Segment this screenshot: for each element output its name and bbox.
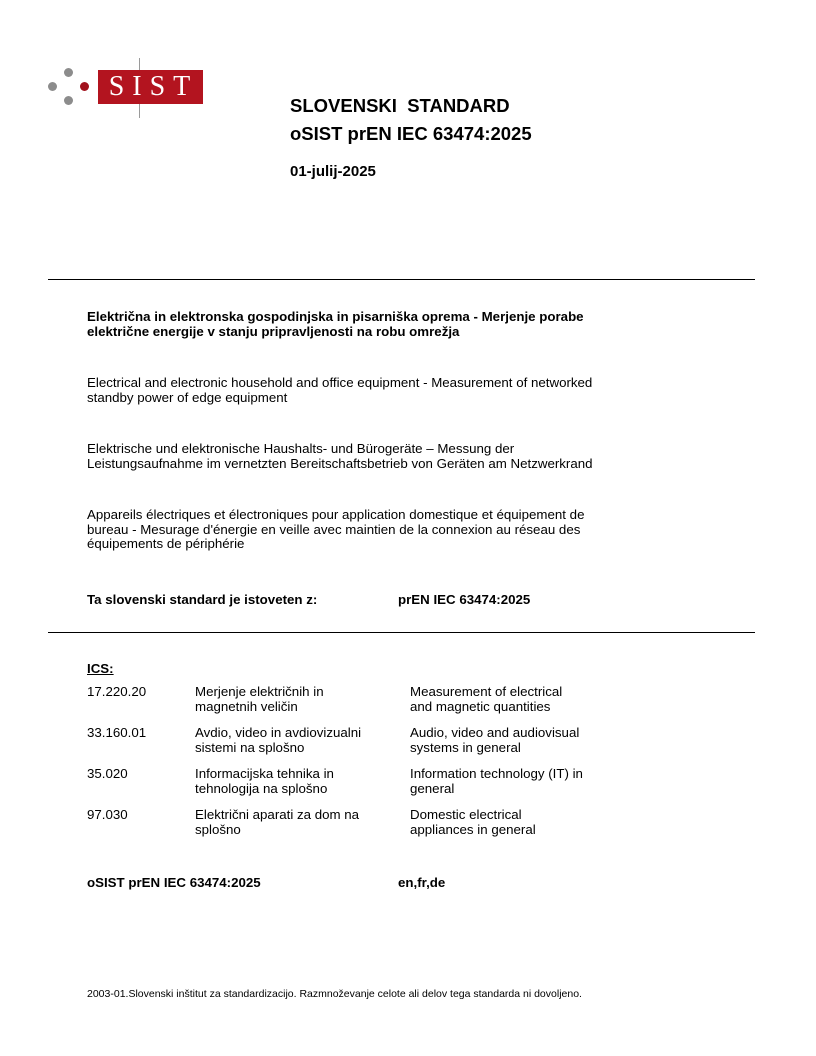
ics-desc-sl: Električni aparati za dom na splošno: [195, 807, 360, 837]
logo-dot-left: [48, 82, 57, 91]
title-french: Appareils électriques et électroniques pour application domestique et équipement de bureau - Mesurage d'énergie en veille avec maintien de la connexion au réseau des équipements de périphérie: [87, 507, 585, 551]
ics-heading: ICS:: [87, 661, 114, 676]
ics-code: 33.160.01: [87, 725, 147, 740]
ics-desc-en: Domestic electrical appliances in general: [410, 807, 536, 837]
copyright-notice: 2003-01.Slovenski inštitut za standardizacijo. Razmnoževanje celote ali delov tega standarda ni dovoljeno.: [87, 988, 582, 1000]
title-slovenian: Električna in elektronska gospodinjska in pisarniška oprema - Merjenje porabe električne energije v stanju pripravljenosti na robu omrežja: [87, 309, 584, 339]
logo-box: [98, 70, 203, 104]
ics-code: 17.220.20: [87, 684, 147, 699]
title-german: Elektrische und elektronische Haushalts- und Bürogeräte – Messung der Leistungsaufnahme im vernetzten Bereitschaftsbetrieb von Geräten am Netzwerkrand: [87, 441, 593, 471]
logo-text: SIST: [108, 71, 199, 102]
sist-logo: [46, 66, 216, 122]
ics-desc-en: Information technology (IT) in general: [410, 766, 583, 796]
ics-desc-en: Measurement of electrical and magnetic quantities: [410, 684, 563, 714]
top-divider: [48, 279, 755, 280]
ics-desc-sl: Avdio, video in avdiovizualni sistemi na splošno: [195, 725, 362, 755]
logo-dot-top: [64, 68, 73, 77]
logo-dot-red: [80, 82, 89, 91]
ics-code: 35.020: [87, 766, 128, 781]
identity-value: prEN IEC 63474:2025: [398, 592, 531, 607]
standard-type: SLOVENSKI STANDARD: [290, 95, 510, 116]
ics-desc-sl: Merjenje električnih in magnetnih veličin: [195, 684, 324, 714]
publication-date: 01-julij-2025: [290, 163, 376, 180]
document-code: oSIST prEN IEC 63474:2025: [87, 875, 261, 890]
ics-desc-en: Audio, video and audiovisual systems in general: [410, 725, 580, 755]
standard-number: oSIST prEN IEC 63474:2025: [290, 123, 532, 144]
title-english: Electrical and electronic household and office equipment - Measurement of networked standby power of edge equipment: [87, 375, 593, 405]
logo-dot-bottom: [64, 96, 73, 105]
identity-label: Ta slovenski standard je istoveten z:: [87, 592, 318, 607]
ics-desc-sl: Informacijska tehnika in tehnologija na splošno: [195, 766, 334, 796]
document-languages: en,fr,de: [398, 875, 446, 890]
ics-code: 97.030: [87, 807, 128, 822]
middle-divider: [48, 632, 755, 633]
